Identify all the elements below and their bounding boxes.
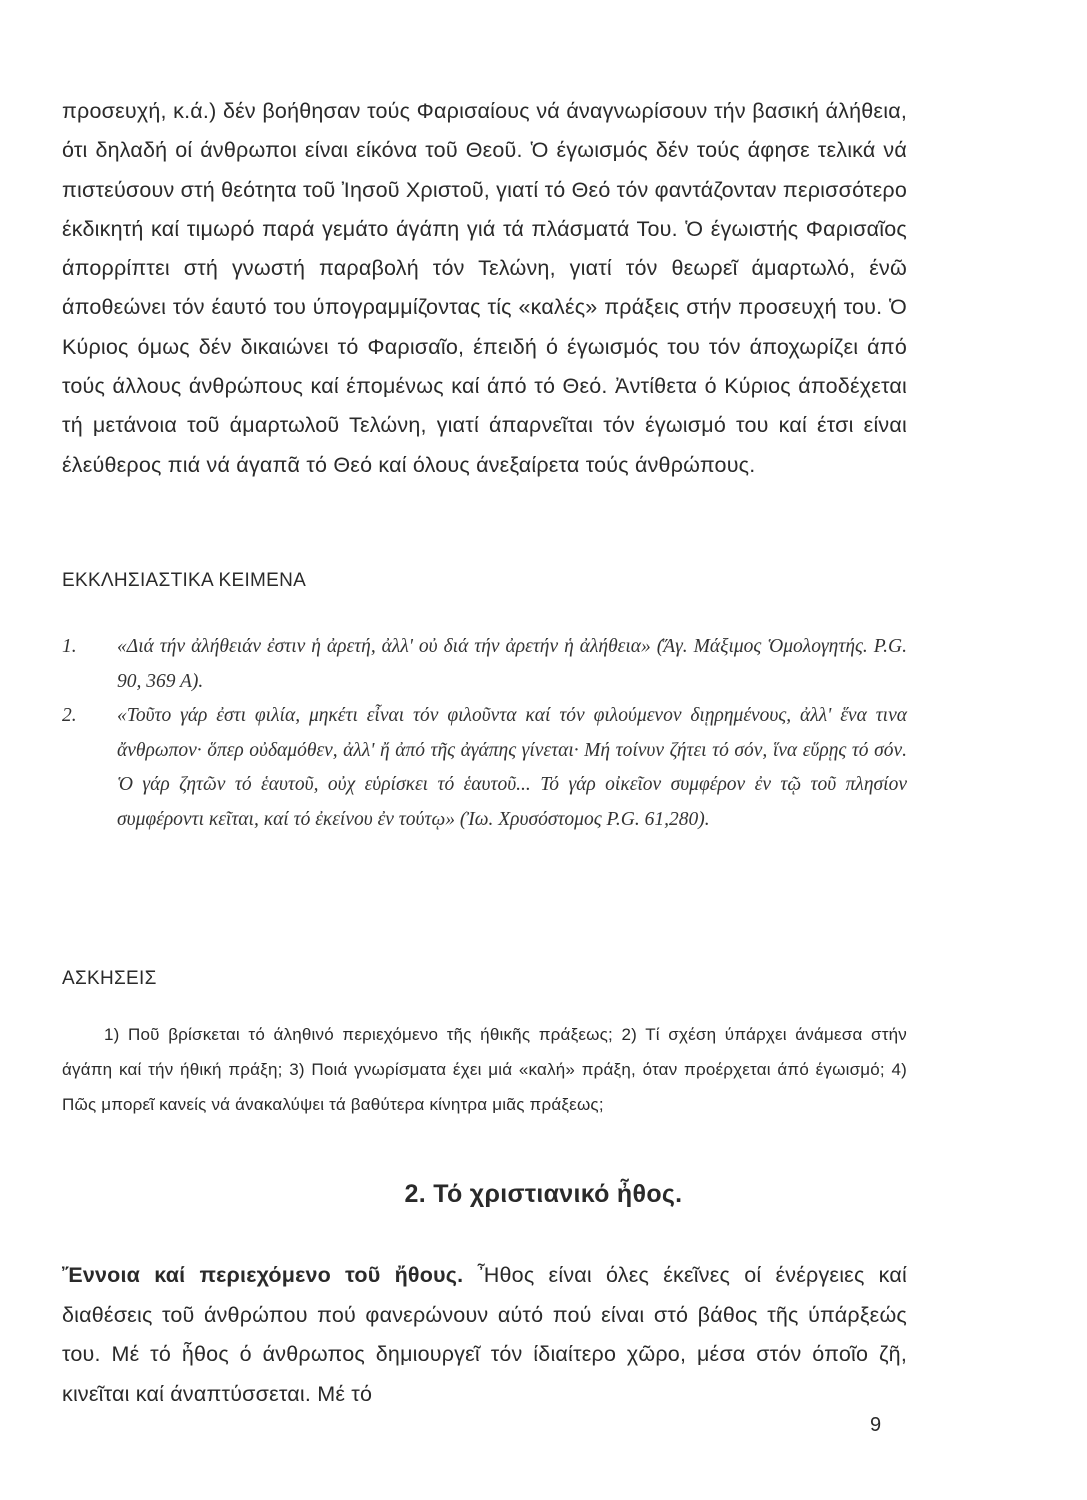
church-texts-list — [62, 630, 907, 838]
church-texts-heading: ΕΚΚΛΗΣΙΑΣΤΙΚΑ ΚΕΙΜΕΝΑ — [62, 570, 307, 591]
chapter-title: 2. Τό χριστιανικό ἦθος. — [404, 1180, 683, 1208]
quote-item — [62, 630, 907, 699]
quote-item — [62, 699, 907, 837]
chapter-lead: Ἔννοια καί περιεχόμενο τοῦ ἤθους. — [62, 1263, 464, 1287]
chapter-text: Ἦθος είναι όλες έκεῖνες οί ένέργειες καί διαθέσεις τοῦ άνθρώπου πού φανερώνουν αύτό πού είναι στό βάθος τῆς ύπάρξεώς του. Μέ τό ἦθος ό άνθρωπος δημιουργεῖ τόν ίδιαίτερο χῶρο, μέσα στόν όποῖο ζῆ, κινεῖται καί άναπτύσσεται. Μέ τό — [62, 1263, 907, 1406]
exercises-paragraph: 1) Ποῦ βρίσκεται τό άληθινό περιεχόμενο τῆς ήθικῆς πράξεως; 2) Τί σχέση ύπάρχει άνάμεσα στήν άγάπη καί τήν ήθική πράξη; 3) Ποιά γνωρίσματα έχει μιά «καλή» πράξη, όταν προέρχεται άπό έγωισμό; 4) Πῶς μπορεῖ κανείς νά άνακαλύψει τά βαθύτερα κίνητρα μιᾶς πράξεως; — [62, 1025, 907, 1114]
intro-paragraph: προσευχή, κ.ά.) δέν βοήθησαν τούς Φαρισαίους νά άναγνωρίσουν τήν βασική άλήθεια, ότι δηλαδή οί άνθρωποι είναι είκόνα τοῦ Θεοῦ. Ὁ έγωισμός δέν τούς άφησε τελικά νά πιστεύσουν στή θεότητα τοῦ Ἰησοῦ Χριστοῦ, γιατί τό Θεό τόν φαντάζονταν περισσότερο έκδικητή καί τιμωρό παρά γεμάτο άγάπη γιά τά πλάσματά Του. Ὁ έγωιστής Φαρισαῖος άπορρίπτει στή γνωστή παραβολή τόν Τελώνη, γιατί τόν θεωρεῖ άμαρτωλό, ένῶ άποθεώνει τόν έαυτό του ύπογραμμίζοντας τίς «καλές» πράξεις στήν προσευχή του. Ὁ Κύριος όμως δέν δικαιώνει τό Φαρισαῖο, έπειδή ό έγωισμός του τόν άποχωρίζει άπό τούς άλλους άνθρώπους καί έπομένως καί άπό τό Θεό. Ἀντίθετα ό Κύριος άποδέχεται τή μετάνοια τοῦ άμαρτωλοῦ Τελώνη, γιατί άπαρνεῖται τόν έγωισμό του καί έτσι είναι έλεύθερος πιά νά άγαπᾶ τό Θεό καί όλους άνεξαίρετα τούς άνθρώπους. — [62, 99, 907, 477]
page-number: 9 — [870, 1414, 882, 1436]
quote-number: 2. — [62, 705, 77, 727]
quote-number: 1. — [62, 636, 77, 657]
chapter-paragraph — [62, 1256, 907, 1414]
exercises-heading: ΑΣΚΗΣΕΙΣ — [62, 968, 157, 989]
quote-text: «Διά τήν ἀλήθειάν ἐστιν ἡ ἀρετή, ἀλλ' οὐ διά τήν ἀρετήν ἡ ἀλήθεια» (Ἅγ. Μάξιμος Ὁμολογητής. P.G. 90, 369 A). — [117, 636, 907, 692]
quote-text: «Τοῦτο γάρ ἐστι φιλία, μηκέτι εἶναι τόν φιλοῦντα καί τόν φιλούμενον διῃρημένους, ἀλλ' ἕνα τινα ἄνθρωπον· ὅπερ οὐδαμόθεν, ἀλλ' ἤ ἀπό τῆς ἀγάπης γίνεται· Μή τοίνυν ζήτει τό σόν, ἵνα εὕρῃς τό σόν. Ὁ γάρ ζητῶν τό ἑαυτοῦ, οὐχ εὑρίσκει τό ἑαυτοῦ... Τό γάρ οἰκεῖον συμφέρον ἐν τῷ τοῦ πλησίον συμφέροντι κεῖται, καί τό ἐκείνου ἐν τούτῳ» (Ἰω. Χρυσόστομος P.G. 61,280). — [117, 705, 907, 830]
